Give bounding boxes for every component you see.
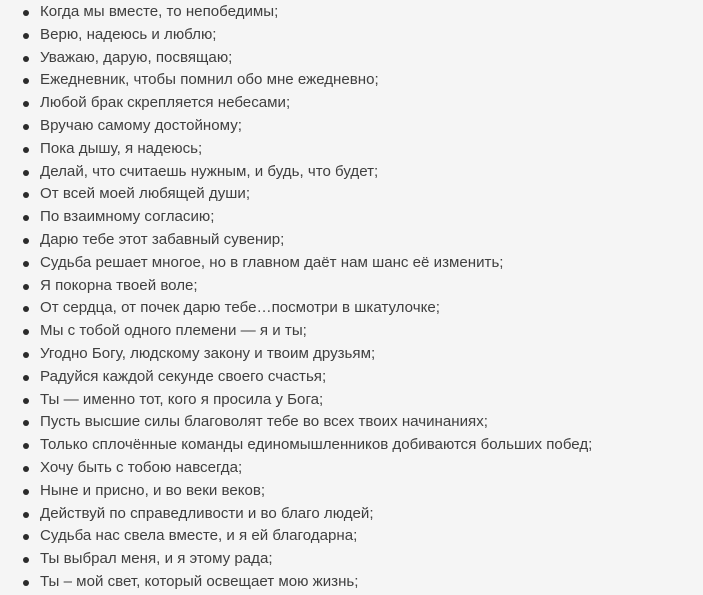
bullet-icon [23, 534, 29, 540]
list-item [20, 366, 700, 389]
list-item-text: Верю, надеюсь и люблю; [40, 25, 217, 43]
bullet-icon [23, 489, 29, 495]
list-item [20, 183, 700, 206]
list-item [20, 525, 700, 548]
bullet-icon [23, 10, 29, 16]
list-item-text: Любой брак скрепляется небесами; [40, 94, 291, 112]
bullet-icon [23, 375, 29, 381]
list-item-text: Уважаю, дарую, посвящаю; [40, 48, 233, 66]
bullet-icon [23, 78, 29, 84]
inscription-list [20, 1, 700, 594]
bullet-icon [23, 398, 29, 404]
bullet-icon [23, 580, 29, 586]
list-item [20, 138, 700, 161]
list-item-text: Мы с тобой одного племени — я и ты; [40, 322, 307, 340]
list-item [20, 457, 700, 480]
bullet-icon [23, 512, 29, 518]
list-item [20, 115, 700, 138]
list-item [20, 571, 700, 594]
list-item [20, 47, 700, 70]
bullet-icon [23, 420, 29, 426]
bullet-icon [23, 101, 29, 107]
list-item-text: Только сплочённые команды единомышленников добиваются больших побед; [40, 436, 593, 454]
list-item-text: Ты – мой свет, который освещает мою жизнь; [40, 572, 359, 590]
list-item [20, 92, 700, 115]
bullet-icon [23, 56, 29, 62]
bullet-icon [23, 466, 29, 472]
bullet-icon [23, 33, 29, 39]
list-item-text: Судьба нас свела вместе, и я ей благодарна; [40, 527, 358, 545]
list-item [20, 252, 700, 275]
list-item-text: Дарю тебе этот забавный сувенир; [40, 230, 285, 248]
bullet-icon [23, 215, 29, 221]
list-item [20, 503, 700, 526]
list-item [20, 206, 700, 229]
list-item-text: Я покорна твоей воле; [40, 276, 198, 294]
list-item [20, 229, 700, 252]
list-item-text: Ты выбрал меня, и я этому рада; [40, 550, 273, 568]
bullet-icon [23, 352, 29, 358]
bullet-icon [23, 284, 29, 290]
bullet-icon [23, 238, 29, 244]
list-item-text: Вручаю самому достойному; [40, 116, 242, 134]
list-item-text: Делай, что считаешь нужным, и будь, что будет; [40, 162, 379, 180]
list-item [20, 389, 700, 412]
list-item [20, 434, 700, 457]
list-item [20, 411, 700, 434]
list-item [20, 69, 700, 92]
list-item [20, 320, 700, 343]
bullet-icon [23, 329, 29, 335]
bullet-icon [23, 170, 29, 176]
list-item [20, 24, 700, 47]
list-item-text: От сердца, от почек дарю тебе…посмотри в шкатулочке; [40, 299, 440, 317]
list-item-text: Судьба решает многое, но в главном даёт нам шанс её изменить; [40, 253, 504, 271]
list-item-text: Ныне и присно, и во веки веков; [40, 481, 266, 499]
bullet-icon [23, 557, 29, 563]
list-item-text: От всей моей любящей души; [40, 185, 251, 203]
list-item-text: Угодно Богу, людскому закону и твоим друзьям; [40, 344, 376, 362]
bullet-icon [23, 261, 29, 267]
list-item [20, 1, 700, 24]
list-item-text: Пока дышу, я надеюсь; [40, 139, 203, 157]
list-item-text: Когда мы вместе, то непобедимы; [40, 3, 279, 20]
bullet-icon [23, 147, 29, 153]
list-item-text: Ты — именно тот, кого я просила у Бога; [40, 390, 324, 408]
bullet-icon [23, 306, 29, 312]
list-item-text: По взаимному согласию; [40, 208, 215, 226]
list-item-text: Радуйся каждой секунде своего счастья; [40, 367, 327, 385]
bullet-icon [23, 124, 29, 130]
bullet-icon [23, 443, 29, 449]
list-item [20, 297, 700, 320]
list-item [20, 161, 700, 184]
list-item-text: Ежедневник, чтобы помнил обо мне ежедневно; [40, 71, 379, 89]
list-item-text: Пусть высшие силы благоволят тебе во всех твоих начинаниях; [40, 413, 488, 431]
list-item [20, 480, 700, 503]
list-item [20, 343, 700, 366]
list-item [20, 275, 700, 298]
list-item [20, 548, 700, 571]
list-item-text: Хочу быть с тобою навсегда; [40, 458, 243, 476]
bullet-icon [23, 192, 29, 198]
list-item-text: Действуй по справедливости и во благо людей; [40, 504, 374, 522]
